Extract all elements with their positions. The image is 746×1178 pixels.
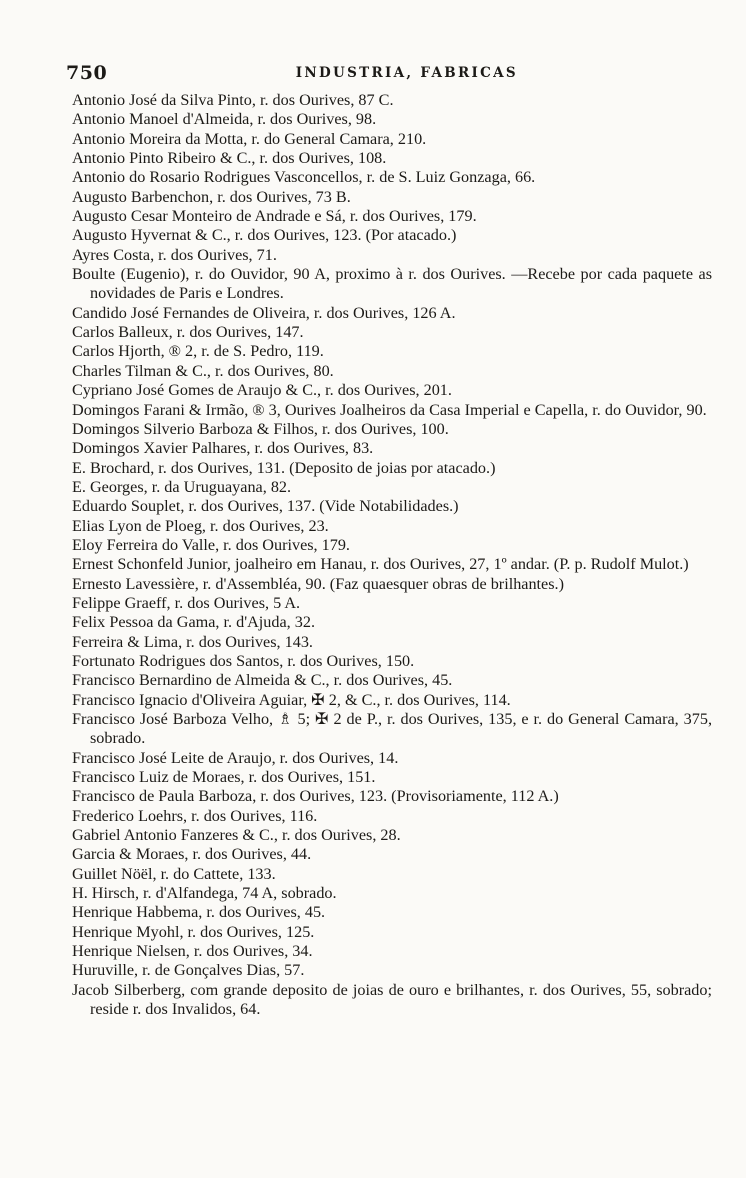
directory-entry: Augusto Cesar Monteiro de Andrade e Sá, r. dos Ourives, 179. [72,207,477,226]
directory-entry: Jacob Silberberg, com grande deposito de joias de ouro e brilhantes, r. dos Ourives, 55, sobrado; reside r. dos Invalidos, 64. [72,980,712,1019]
directory-entry: Domingos Xavier Palhares, r. dos Ourives, 83. [72,439,374,458]
page-header [66,62,518,86]
directory-entry: Francisco José Barboza Velho, ♗ 5; ✠ 2 de P., r. dos Ourives, 135, e r. do General Camara, 375, sobrado. [72,710,712,748]
directory-entry: Henrique Habbema, r. dos Ourives, 45. [72,903,326,922]
directory-entry: Charles Tilman & C., r. dos Ourives, 80. [72,361,334,380]
directory-entry: Gabriel Antonio Fanzeres & C., r. dos Ourives, 28. [72,826,401,845]
directory-entry: Francisco Ignacio d'Oliveira Aguiar, ✠ 2, & C., r. dos Ourives, 114. [72,690,511,709]
directory-entry: E. Georges, r. da Uruguayana, 82. [72,477,292,496]
directory-entry: E. Brochard, r. dos Ourives, 131. (Deposito de joias por atacado.) [72,458,496,477]
directory-entry: Eloy Ferreira do Valle, r. dos Ourives, 179. [72,535,350,554]
directory-entry: Antonio Pinto Ribeiro & C., r. dos Ourives, 108. [72,149,387,168]
directory-entry: Felix Pessoa da Gama, r. d'Ajuda, 32. [72,613,315,632]
directory-entry: Elias Lyon de Ploeg, r. dos Ourives, 23. [72,516,329,535]
directory-entry: Cypriano José Gomes de Araujo & C., r. dos Ourives, 201. [72,381,452,400]
directory-entry: Antonio José da Silva Pinto, r. dos Ourives, 87 C. [72,91,394,109]
directory-entry: H. Hirsch, r. d'Alfandega, 74 A, sobrado. [72,884,337,903]
directory-entry: Francisco Bernardino de Almeida & C., r. dos Ourives, 45. [72,671,453,690]
directory-entry: Fortunato Rodrigues dos Santos, r. dos Ourives, 150. [72,651,415,670]
directory-entry: Boulte (Eugenio), r. do Ouvidor, 90 A, proximo à r. dos Ourives. —Recebe por cada paquete as novidades de Paris e Londres. [72,265,712,303]
directory-entry: Domingos Silverio Barboza & Filhos, r. dos Ourives, 100. [72,419,449,438]
directory-entry: Ernest Schonfeld Junior, joalheiro em Hanau, r. dos Ourives, 27, 1º andar. (P. p. Rudolf Mulot.) [72,555,689,574]
directory-entry: Henrique Nielsen, r. dos Ourives, 34. [72,942,313,961]
directory-entry: Antonio Manoel d'Almeida, r. dos Ourives, 98. [72,110,377,129]
directory-entry: Augusto Hyvernat & C., r. dos Ourives, 123. (Por atacado.) [72,226,457,245]
directory-list [72,91,712,1020]
directory-entry: Antonio Moreira da Motta, r. do General Camara, 210. [72,129,427,148]
directory-entry: Ayres Costa, r. dos Ourives, 71. [72,245,277,264]
page-number: 750 [66,62,108,84]
directory-entry: Francisco Luiz de Moraes, r. dos Ourives, 151. [72,768,376,787]
directory-entry: Garcia & Moraes, r. dos Ourives, 44. [72,845,312,864]
directory-entry: Henrique Myohl, r. dos Ourives, 125. [72,922,315,941]
directory-entry: Ernesto Lavessière, r. d'Assembléa, 90. (Faz quaesquer obras de brilhantes.) [72,574,564,593]
directory-entry: Augusto Barbenchon, r. dos Ourives, 73 B. [72,187,351,206]
directory-entry: Francisco José Leite de Araujo, r. dos Ourives, 14. [72,748,399,767]
directory-entry: Francisco de Paula Barboza, r. dos Ourives, 123. (Provisoriamente, 112 A.) [72,787,559,806]
running-title: INDUSTRIA, FABRICAS [295,65,518,81]
directory-entry: Antonio do Rosario Rodrigues Vasconcellos, r. de S. Luiz Gonzaga, 66. [72,168,536,187]
directory-entry: Felippe Graeff, r. dos Ourives, 5 A. [72,593,301,612]
directory-entry: Guillet Nöël, r. do Cattete, 133. [72,864,276,883]
directory-entry: Carlos Hjorth, ® 2, r. de S. Pedro, 119. [72,342,324,361]
directory-entry: Huruville, r. de Gonçalves Dias, 57. [72,961,305,980]
directory-entry: Ferreira & Lima, r. dos Ourives, 143. [72,632,313,651]
directory-entry: Eduardo Souplet, r. dos Ourives, 137. (Vide Notabilidades.) [72,497,459,516]
directory-entry: Carlos Balleux, r. dos Ourives, 147. [72,323,304,342]
directory-entry: Domingos Farani & Irmão, ® 3, Ourives Joalheiros da Casa Imperial e Capella, r. do Ouvidor, 90. [72,400,707,419]
directory-entry: Frederico Loehrs, r. dos Ourives, 116. [72,806,318,825]
directory-entry: Candido José Fernandes de Oliveira, r. dos Ourives, 126 A. [72,303,456,322]
